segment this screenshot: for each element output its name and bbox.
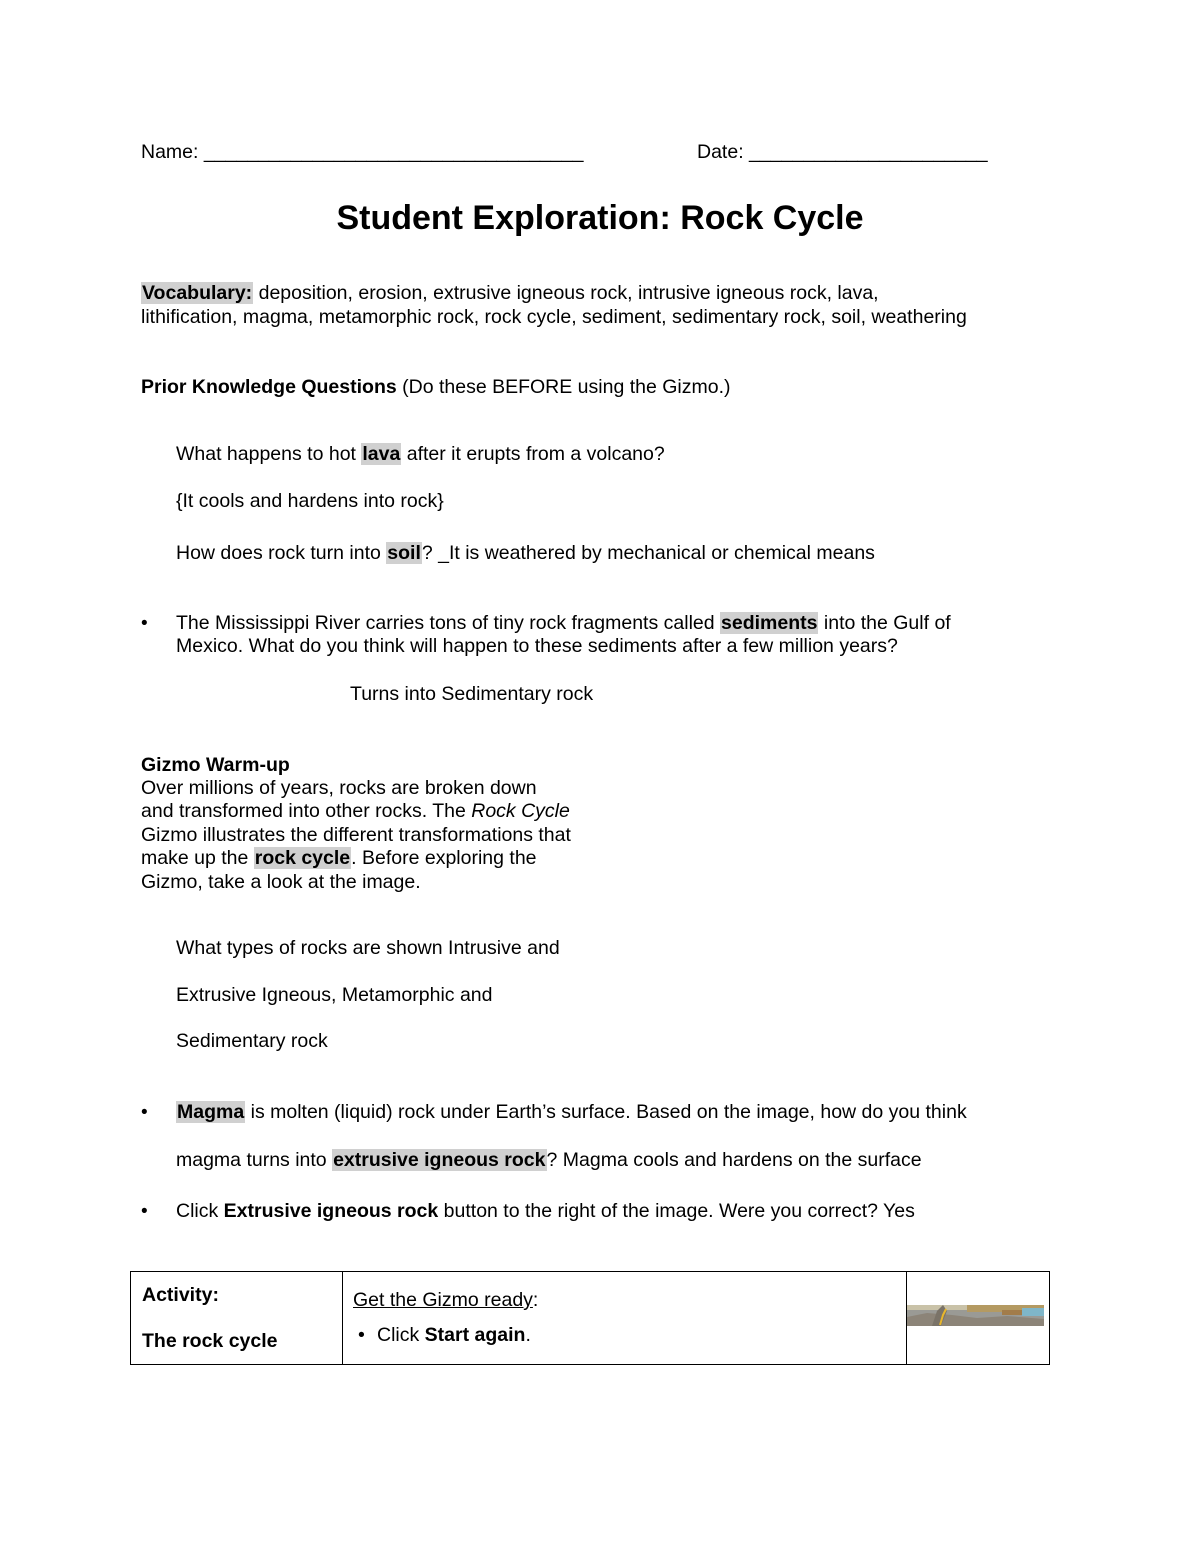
bullet-icon: • (141, 1201, 148, 1222)
rock-cycle-thumbnail-image (907, 1305, 1044, 1326)
warmup-text-4: make up the rock cycle. Before exploring the (141, 847, 537, 869)
question-sediments: The Mississippi River carries tons of tiny rock fragments called sediments into the Gulf of (176, 612, 951, 634)
question-rock-types-2: Extrusive Igneous, Metamorphic and (176, 984, 493, 1006)
term-magma: Magma (177, 1101, 245, 1123)
question-soil: How does rock turn into soil? _It is weathered by mechanical or chemical means (176, 542, 875, 564)
activity-name: The rock cycle (142, 1330, 278, 1352)
warmup-text-5: Gizmo, take a look at the image. (141, 871, 421, 893)
answer-lava: {It cools and hardens into rock} (176, 490, 444, 512)
warmup-heading: Gizmo Warm-up (141, 754, 290, 776)
question-rock-types-3: Sedimentary rock (176, 1030, 328, 1052)
vocabulary-label: Vocabulary: (142, 282, 253, 304)
activity-instructions-cell (343, 1272, 907, 1365)
question-lava: What happens to hot lava after it erupts from a volcano? (176, 443, 665, 465)
bullet-icon: • (141, 613, 148, 634)
term-rock-cycle: rock cycle (254, 847, 351, 869)
term-sediments: sediments (721, 612, 818, 634)
warmup-text-1: Over millions of years, rocks are broken down (141, 777, 537, 799)
warmup-text-2: and transformed into other rocks. The Rock Cycle (141, 800, 570, 822)
activity-label: Activity: (142, 1284, 219, 1306)
question-magma-line-2: magma turns into extrusive igneous rock? Magma cools and hardens on the surface (176, 1149, 922, 1171)
answer-sediments: Turns into Sedimentary rock (350, 683, 594, 705)
question-sediments-line-2: Mexico. What do you think will happen to these sediments after a few million years? (176, 635, 898, 657)
vocabulary-line-2: lithification, magma, metamorphic rock, rock cycle, sediment, sedimentary rock, soil, weathering (141, 306, 967, 328)
bullet-icon: • (358, 1324, 365, 1346)
term-soil: soil (387, 542, 421, 564)
warmup-text-3: Gizmo illustrates the different transformations that (141, 824, 571, 846)
activity-label-cell (131, 1272, 343, 1365)
question-magma: Magma is molten (liquid) rock under Earth’s surface. Based on the image, how do you think (177, 1101, 967, 1123)
page-title: Student Exploration: Rock Cycle (336, 199, 864, 237)
prior-knowledge-heading: Prior Knowledge Questions (Do these BEFORE using the Gizmo.) (141, 376, 731, 398)
term-lava: lava (362, 443, 401, 465)
start-again-step: • Click Start again. (358, 1324, 531, 1346)
date-field-label: Date: ______________________ (697, 141, 988, 163)
question-rock-types-1: What types of rocks are shown Intrusive and (176, 937, 560, 959)
name-field-label: Name: ___________________________________ (141, 141, 584, 163)
vocabulary-line-1: Vocabulary: deposition, erosion, extrusive igneous rock, intrusive igneous rock, lava, (142, 282, 879, 304)
term-extrusive-igneous-rock: extrusive igneous rock (333, 1149, 546, 1171)
bullet-icon: • (141, 1102, 148, 1123)
question-click-extrusive: Click Extrusive igneous rock button to the right of the image. Were you correct? Yes (176, 1200, 915, 1222)
gizmo-ready-heading: Get the Gizmo ready: (353, 1289, 539, 1311)
